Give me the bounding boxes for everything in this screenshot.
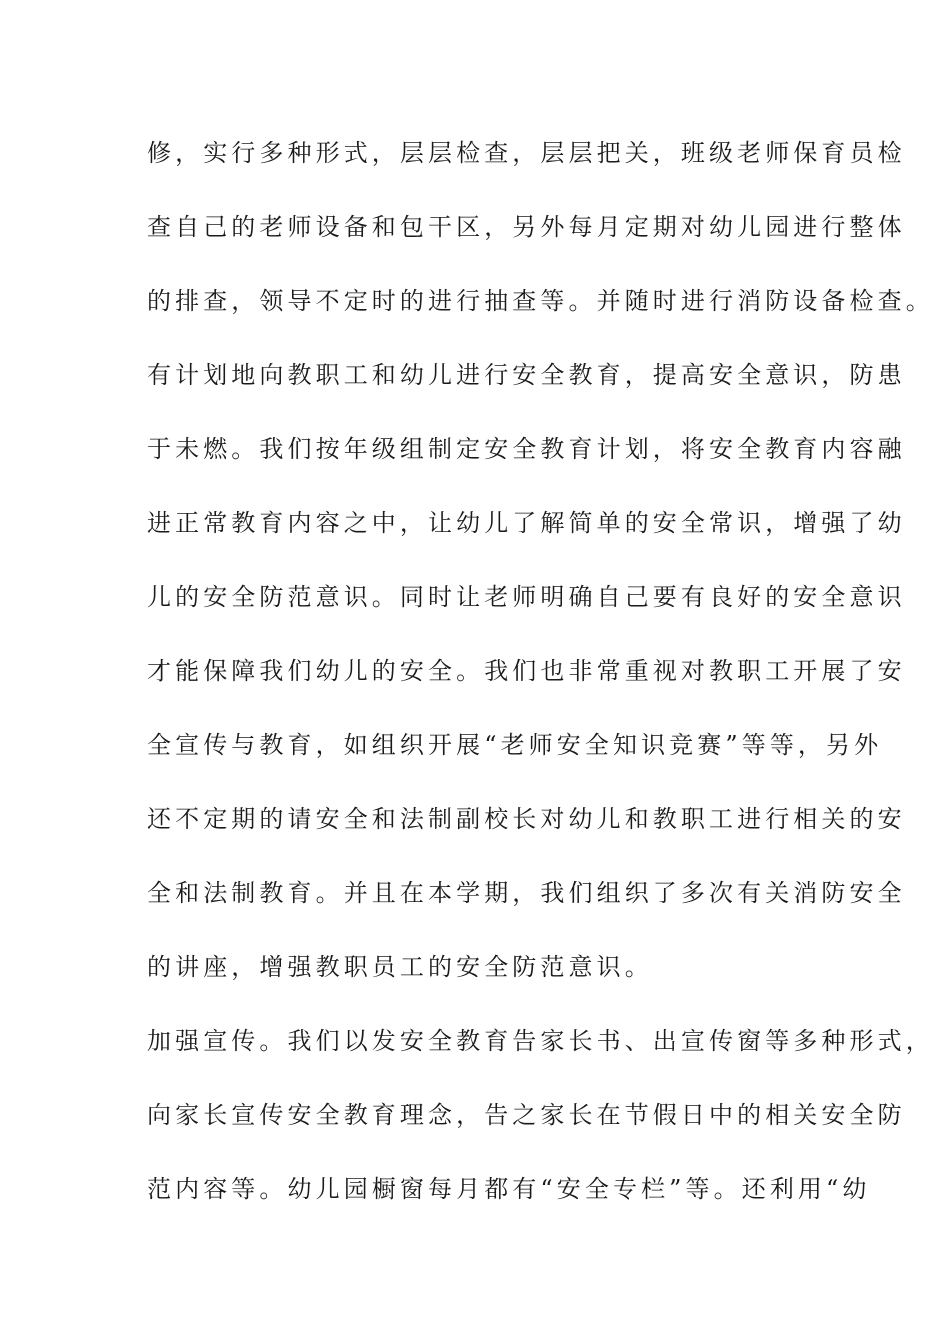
text-line: 才能保障我们幼儿的安全。我们也非常重视对教职工开展了安 bbox=[147, 657, 906, 685]
text-line: 向家长宣传安全教育理念，告之家长在节假日中的相关安全防 bbox=[147, 1101, 906, 1129]
text-line: 的讲座，增强教职员工的安全防范意识。 bbox=[147, 953, 653, 981]
text-line: 全和法制教育。并且在本学期，我们组织了多次有关消防安全 bbox=[147, 879, 906, 907]
text-line: 儿的安全防范意识。同时让老师明确自己要有良好的安全意识 bbox=[147, 583, 906, 611]
text-line: 范内容等。幼儿园橱窗每月都有“安全专栏”等。还利用“幼 bbox=[147, 1175, 871, 1203]
text-line: 进正常教育内容之中，让幼儿了解简单的安全常识，增强了幼 bbox=[147, 509, 906, 537]
text-line: 全宣传与教育，如组织开展“老师安全知识竞赛”等等，另外 bbox=[147, 731, 883, 759]
text-line: 的排查，领导不定时的进行抽查等。并随时进行消防设备检查。 bbox=[147, 287, 934, 315]
text-line: 有计划地向教职工和幼儿进行安全教育，提高安全意识，防患 bbox=[147, 361, 906, 389]
text-line: 还不定期的请安全和法制副校长对幼儿和教职工进行相关的安 bbox=[147, 805, 906, 833]
text-line: 于未燃。我们按年级组制定安全教育计划，将安全教育内容融 bbox=[147, 435, 906, 463]
text-line: 加强宣传。我们以发安全教育告家长书、出宣传窗等多种形式， bbox=[147, 1027, 934, 1055]
text-line: 修，实行多种形式，层层检查，层层把关，班级老师保育员检 bbox=[147, 139, 906, 167]
text-line: 查自己的老师设备和包干区，另外每月定期对幼儿园进行整体 bbox=[147, 213, 906, 241]
